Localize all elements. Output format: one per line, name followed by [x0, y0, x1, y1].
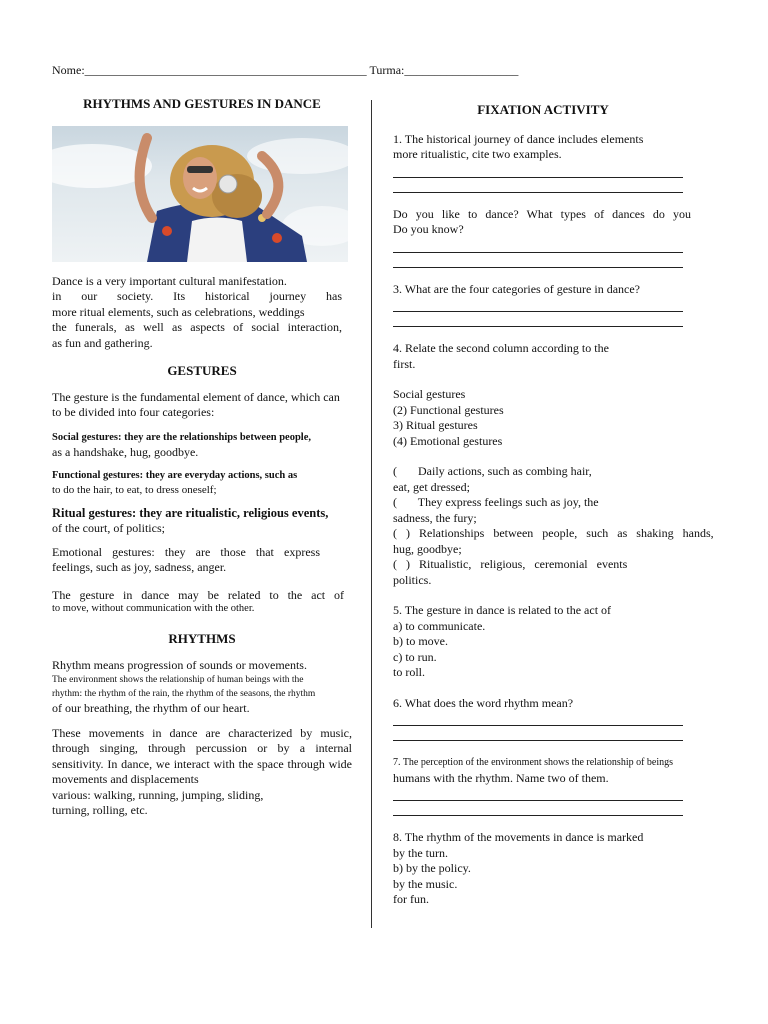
column-option: (4) Emotional gestures: [393, 433, 503, 448]
gesture-relation-line: to move, without communication with the other.: [52, 603, 255, 614]
question-text: Do you know?: [393, 222, 464, 236]
question-text: 8. The rhythm of the movements in dance is marked: [393, 830, 644, 844]
question-text: 7. The perception of the environment shows the relationship of beings: [393, 757, 674, 768]
class-blank[interactable]: ___________________: [404, 63, 519, 77]
question-6: [393, 696, 693, 742]
match-item-continued: hug, goodbye;: [393, 541, 462, 556]
answer-option[interactable]: c) to run.: [393, 649, 437, 664]
match-item-continued: sadness, the fury;: [393, 510, 477, 525]
intro-line: Dance is a very important cultural manifestation.: [52, 273, 287, 288]
functional-gestures-examples: to do the hair, to eat, to dress oneself;: [52, 484, 217, 496]
question-text: more ritualistic, cite two examples.: [393, 147, 562, 161]
rhythm-environment-line: of our breathing, the rhythm of our heart.: [52, 701, 250, 715]
right-column: [393, 92, 714, 908]
name-blank[interactable]: _______________________________________________: [84, 63, 367, 77]
answer-line[interactable]: [393, 163, 683, 178]
rhythms-heading: RHYTHMS: [168, 631, 236, 646]
answer-line[interactable]: [393, 801, 683, 816]
left-column: [52, 92, 352, 819]
question-text: 4. Relate the second column according to the: [393, 341, 609, 355]
emotional-gestures-def: Emotional gestures: they are those that express feelings, such as joy, sadness, anger.: [52, 544, 320, 574]
intro-line: the funerals, as well as aspects of social interaction,: [52, 320, 342, 334]
question-8: [393, 830, 693, 908]
match-item-continued: eat, get dressed;: [393, 479, 470, 494]
column-option: 3) Ritual gestures: [393, 418, 478, 432]
question-text: humans with the rhythm. Name two of them.: [393, 770, 609, 785]
dancer-illustration: [52, 126, 348, 262]
dancer-photo: [52, 126, 348, 262]
question-3: [393, 282, 693, 328]
ritual-gestures-examples: of the court, of politics;: [52, 521, 165, 535]
answer-line[interactable]: [393, 178, 683, 193]
answer-option[interactable]: b) by the policy.: [393, 861, 471, 875]
question-text: Do you like to dance? What types of dances do you: [393, 206, 691, 221]
match-item-continued: politics.: [393, 572, 432, 587]
class-label: Turma:: [369, 63, 405, 77]
question-5: [393, 603, 693, 681]
functional-gestures-term: Functional gestures: they are everyday actions, such as: [52, 469, 298, 481]
answer-option[interactable]: by the turn.: [393, 845, 448, 860]
answer-line[interactable]: [393, 253, 683, 268]
match-item[interactable]: ( They express feelings such as joy, the: [393, 495, 599, 509]
match-item[interactable]: ( ) Relationships between people, such as shaking hands,: [393, 526, 714, 540]
gesture-relation-line: The gesture in dance may be related to the act of: [52, 587, 344, 602]
name-label: Nome:: [52, 63, 85, 77]
rhythm-environment-line: The environment shows the relationship of human beings with the: [52, 675, 304, 685]
match-item[interactable]: ( ) Ritualistic, religious, ceremonial events: [393, 557, 628, 571]
answer-line[interactable]: [393, 711, 683, 726]
ritual-gestures-term: Ritual gestures: they are ritualistic, religious events,: [52, 505, 329, 520]
answer-line[interactable]: [393, 297, 683, 312]
rhythm-definition: Rhythm means progression of sounds or movements.: [52, 657, 307, 672]
gestures-heading: GESTURES: [167, 363, 237, 378]
answer-line[interactable]: [393, 786, 683, 801]
intro-paragraph: [52, 274, 352, 352]
column-option: (2) Functional gestures: [393, 402, 504, 417]
article-title: RHYTHMS AND GESTURES IN DANCE: [83, 96, 321, 111]
column-option: Social gestures: [393, 387, 466, 401]
column-divider: [371, 100, 372, 928]
ritual-gestures-def: [52, 506, 352, 522]
movements-paragraph-line: various: walking, running, jumping, sliding,: [52, 787, 264, 802]
question-7: [393, 755, 693, 816]
gestures-intro: The gesture is the fundamental element of dance, which can to be divided into four categories:: [52, 389, 340, 419]
intro-line: as fun and gathering.: [52, 335, 153, 350]
answer-option[interactable]: b) to move.: [393, 634, 448, 648]
intro-line: more ritual elements, such as celebrations, weddings: [52, 304, 305, 319]
social-gestures-examples: as a handshake, hug, goodbye.: [52, 445, 199, 459]
question-text: 6. What does the word rhythm mean?: [393, 695, 574, 710]
question-4: [393, 341, 714, 588]
functional-gestures-def: [52, 468, 352, 484]
intro-line: in our society. Its historical journey has: [52, 289, 342, 303]
worksheet-header: [52, 63, 518, 78]
answer-line[interactable]: [393, 726, 683, 741]
answer-option[interactable]: for fun.: [393, 892, 429, 906]
question-text: 1. The historical journey of dance includes elements: [393, 131, 644, 146]
movements-paragraph: These movements in dance are characterized by music, through singing, through percussion or by a internal sensitivity. In dance, we interact with the space through wide movements and displacements: [52, 725, 352, 786]
question-1: [393, 132, 693, 193]
movements-paragraph-line: turning, rolling, etc.: [52, 803, 148, 817]
activity-title: FIXATION ACTIVITY: [477, 102, 609, 117]
social-gestures-term: Social gestures: they are the relationships between people,: [52, 431, 311, 443]
question-text: 5. The gesture in dance is related to the act of: [393, 603, 612, 617]
answer-option[interactable]: to roll.: [393, 665, 425, 679]
answer-option[interactable]: a) to communicate.: [393, 618, 486, 633]
rhythm-environment-line: rhythm: the rhythm of the rain, the rhythm of the seasons, the rhythm: [52, 689, 316, 699]
answer-line[interactable]: [393, 312, 683, 327]
social-gestures-def: [52, 430, 352, 446]
match-item[interactable]: ( Daily actions, such as combing hair,: [393, 464, 592, 478]
answer-line[interactable]: [393, 238, 683, 253]
question-2: [393, 207, 693, 268]
question-text: first.: [393, 356, 416, 371]
question-text: 3. What are the four categories of gesture in dance?: [393, 281, 640, 296]
answer-option[interactable]: by the music.: [393, 876, 458, 891]
